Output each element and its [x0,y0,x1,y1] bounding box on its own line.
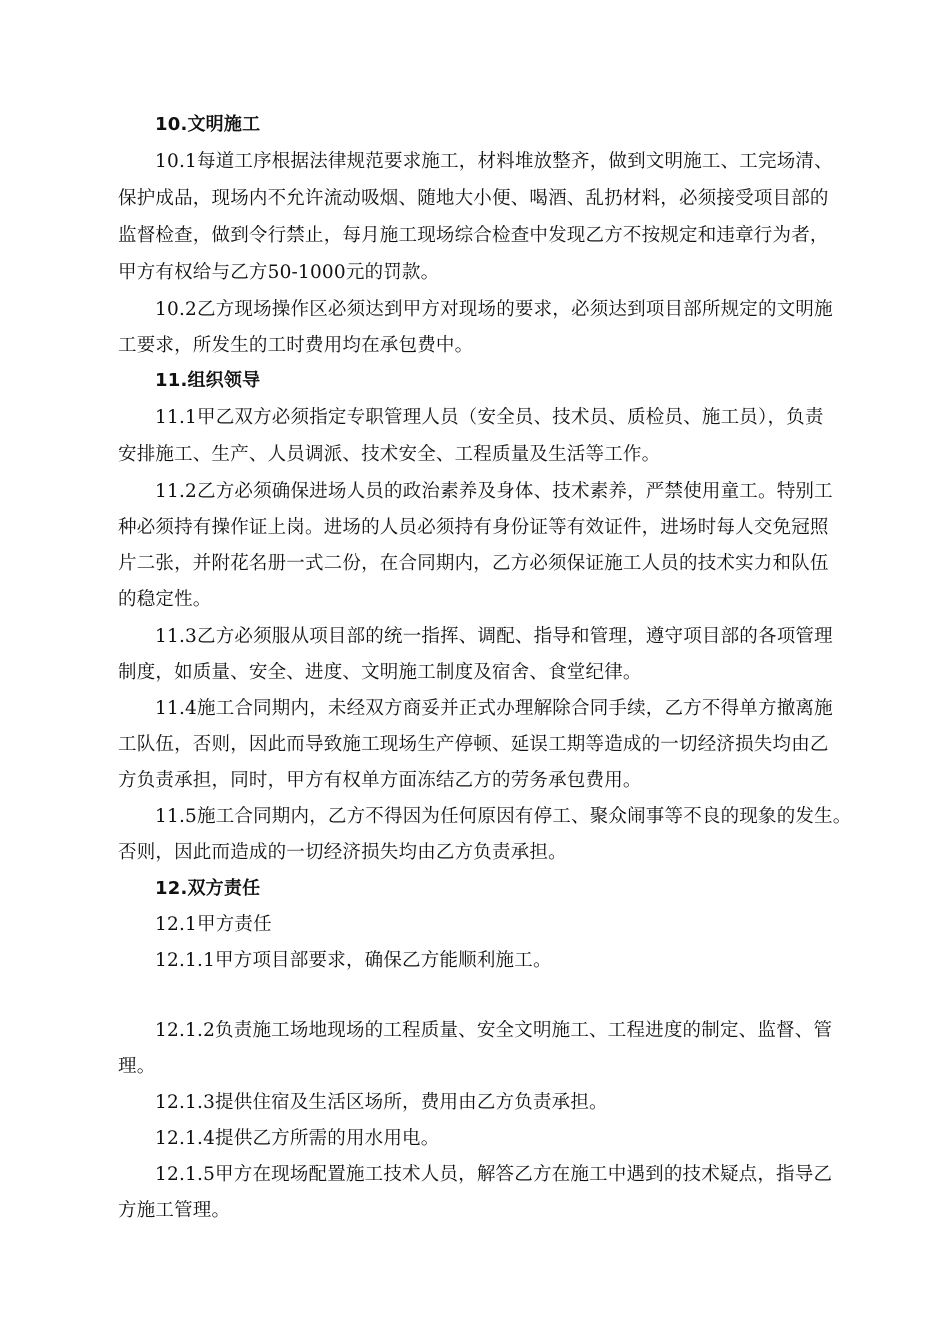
paragraph-line: 方负责承担，同时，甲方有权单方面冻结乙方的劳务承包费用。 [118,770,642,791]
paragraph-line: 10.1每道工序根据法律规范要求施工，材料堆放整齐，做到文明施工、工完场清、 [155,151,833,172]
paragraph-line: 12.1甲方责任 [155,914,272,935]
paragraph-line: 12.1.5甲方在现场配置施工技术人员，解答乙方在施工中遇到的技术疑点，指导乙 [155,1164,833,1185]
paragraph-line: 11.1甲乙双方必须指定专职管理人员（安全员、技术员、质检员、施工员），负责 [155,407,824,428]
paragraph-line: 否则，因此而造成的一切经济损失均由乙方负责承担。 [118,842,567,863]
paragraph-line: 10.2乙方现场操作区必须达到甲方对现场的要求，必须达到项目部所规定的文明施 [155,299,833,320]
paragraph-line: 11.2乙方必须确保进场人员的政治素养及身体、技术素养，严禁使用童工。特别工 [155,481,833,502]
paragraph-line: 甲方有权给与乙方50-1000元的罚款。 [118,262,440,283]
paragraph-line: 11.4施工合同期内，未经双方商妥并正式办理解除合同手续，乙方不得单方撤离施 [155,698,833,719]
paragraph-line: 种必须持有操作证上岗。进场的人员必须持有身份证等有效证件，进场时每人交免冠照 [118,517,829,538]
paragraph-line: 11.5施工合同期内，乙方不得因为任何原因有停工、聚众闹事等不良的现象的发生。 [155,806,852,827]
paragraph-line: 片二张，并附花名册一式二份，在合同期内，乙方必须保证施工人员的技术实力和队伍 [118,553,829,574]
paragraph-line: 12.1.3提供住宿及生活区场所，费用由乙方负责承担。 [155,1092,608,1113]
paragraph-line: 工要求，所发生的工时费用均在承包费中。 [118,335,474,356]
paragraph-line: 方施工管理。 [118,1200,231,1221]
paragraph-line: 安排施工、生产、人员调派、技术安全、工程质量及生活等工作。 [118,444,661,465]
section-heading-11: 11.组织领导 [155,370,261,391]
paragraph-line: 12.1.2负责施工场地现场的工程质量、安全文明施工、工程进度的制定、监督、管 [155,1020,833,1041]
paragraph-line: 制度，如质量、安全、进度、文明施工制度及宿舍、食堂纪律。 [118,662,642,683]
paragraph-line: 12.1.1甲方项目部要求，确保乙方能顺利施工。 [155,950,552,971]
paragraph-line: 理。 [118,1056,156,1077]
paragraph-line: 12.1.4提供乙方所需的用水用电。 [155,1128,440,1149]
paragraph-line: 11.3乙方必须服从项目部的统一指挥、调配、指导和管理，遵守项目部的各项管理 [155,626,833,647]
paragraph-line: 保护成品，现场内不允许流动吸烟、随地大小便、喝酒、乱扔材料，必须接受项目部的 [118,188,829,209]
section-heading-12: 12.双方责任 [155,878,261,899]
paragraph-line: 监督检查，做到令行禁止，每月施工现场综合检查中发现乙方不按规定和违章行为者， [118,225,829,246]
paragraph-line: 工队伍，否则，因此而导致施工现场生产停顿、延误工期等造成的一切经济损失均由乙 [118,734,829,755]
section-heading-10: 10.文明施工 [155,114,261,135]
paragraph-line: 的稳定性。 [118,589,212,610]
